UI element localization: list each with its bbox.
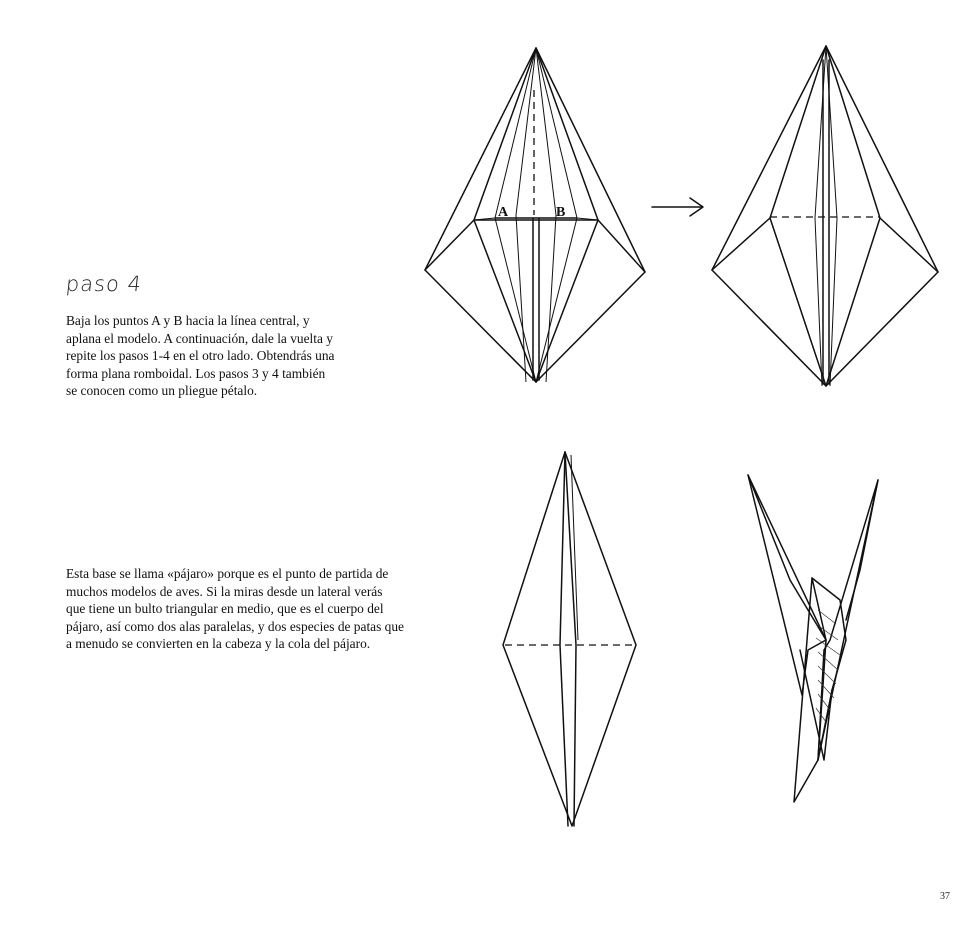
step-title: paso 4 — [64, 272, 144, 296]
step-line: repite los pasos 1-4 en el otro lado. Obtendrás una — [66, 348, 335, 364]
description-line: Esta base se llama «pájaro» porque es el punto de partida de — [66, 566, 389, 581]
step-line: Baja los puntos A y B hacia la línea central, y — [66, 313, 310, 328]
description-line: muchos modelos de aves. Si la miras desde un lateral verás — [66, 583, 383, 599]
step-line: se conocen como un pliegue pétalo. — [66, 383, 258, 399]
figure-bird-base-side-view — [748, 475, 878, 802]
label-point-b: B — [556, 205, 566, 220]
step-line: aplana el modelo. A continuación, dale la vuelta y — [66, 330, 333, 346]
figure-flattened-result — [712, 46, 938, 386]
description-line: que tiene un bulto triangular en medio, que es el cuerpo del — [66, 601, 384, 617]
description-line: pájaro, así como dos alas paralelas, y dos especies de patas que — [66, 618, 404, 634]
label-point-a: A — [498, 205, 509, 220]
page-number: 37 — [940, 891, 950, 902]
figure-bird-base — [503, 452, 636, 826]
step-line: forma plana romboidal. Los pasos 3 y 4 también — [66, 365, 326, 381]
step-instructions — [66, 312, 396, 400]
figure-petal-fold-points — [425, 48, 645, 382]
bird-base-description — [66, 565, 466, 653]
arrow-icon — [652, 198, 703, 216]
description-line: a menudo se convierten en la cabeza y la cola del pájaro. — [66, 636, 371, 652]
